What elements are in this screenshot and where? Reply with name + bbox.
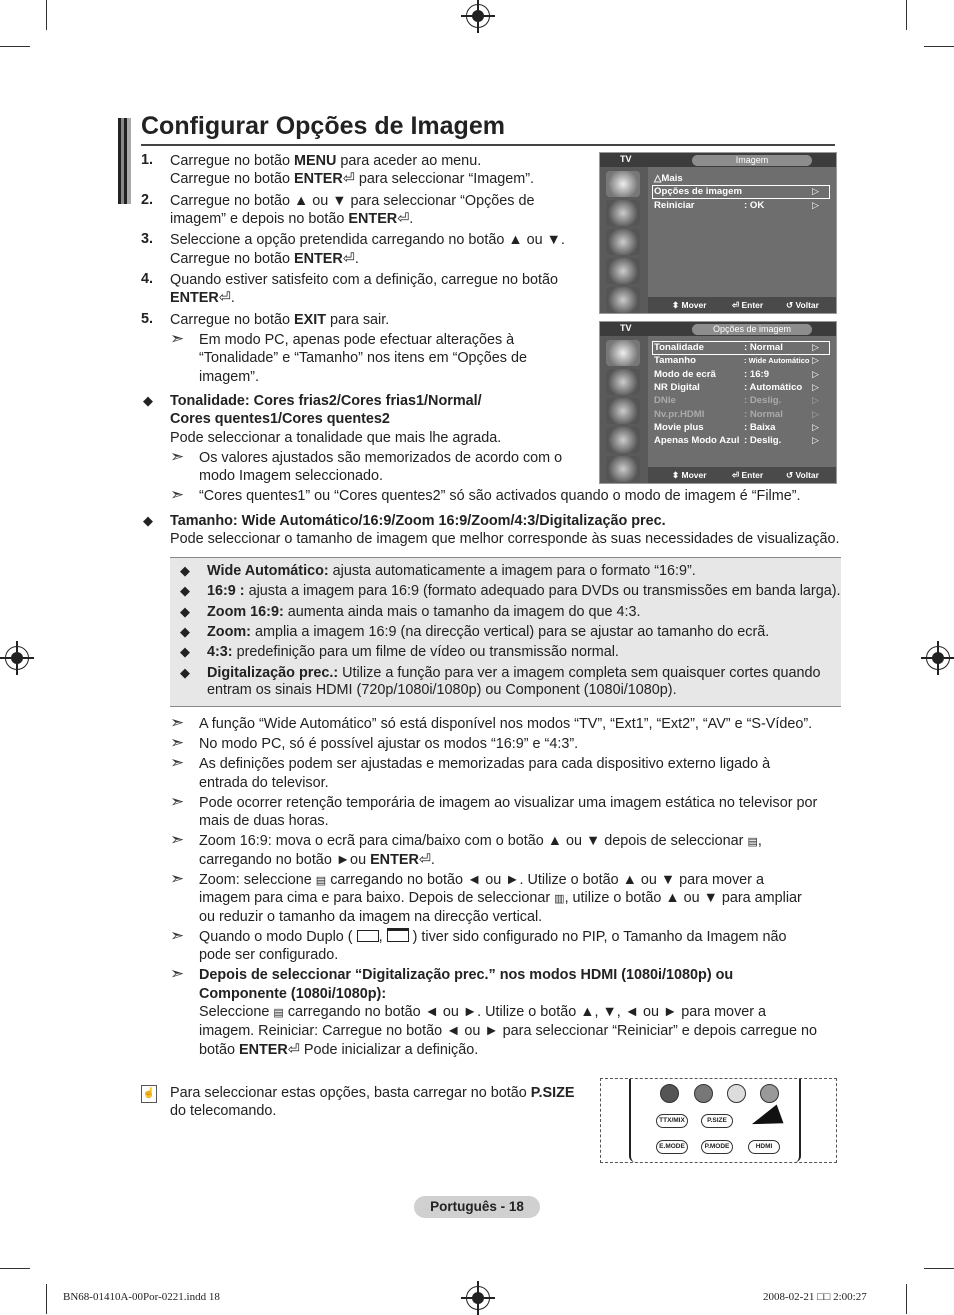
bullet-diamond-icon: ◆ [180, 624, 190, 639]
input-icon[interactable] [606, 287, 640, 313]
bullet-diamond-icon: ◆ [143, 513, 153, 528]
p-size-button[interactable]: P.SIZE [701, 1114, 733, 1128]
ttx-mix-button[interactable]: TTX/MIX [656, 1114, 688, 1128]
remote-control-illustration [600, 1078, 837, 1163]
crop-mark [924, 1268, 954, 1269]
note-arrow-icon: ➣ [170, 830, 185, 849]
hand-note-icon: ☝ [141, 1085, 157, 1103]
print-file-info: BN68-01410A-00Por-0221.indd 18 [63, 1291, 220, 1303]
note-line: As definições podem ser ajustadas e memorizadas para cada dispositivo externo ligado à [199, 756, 771, 772]
title-rule [141, 144, 835, 146]
blue-button[interactable] [760, 1084, 779, 1103]
page-title: Configurar Opções de Imagem [141, 112, 505, 140]
sound-icon[interactable] [606, 369, 640, 395]
tamanho-desc: Pode seleccionar o tamanho de imagem que melhor corresponde às suas necessidades de visualização. [170, 531, 840, 547]
note-arrow-icon: ➣ [170, 753, 185, 772]
osd-footer-enter: ⏎ Enter [732, 470, 764, 480]
input-icon[interactable] [606, 456, 640, 482]
osd-row-value: : Deslig. [744, 435, 782, 446]
screen-size-icon: ▥ [554, 893, 565, 905]
red-button[interactable] [660, 1084, 679, 1103]
osd-row-value: : Normal [744, 342, 783, 353]
enter-icon: ⏎ [397, 211, 410, 227]
registration-mark-icon [466, 1286, 490, 1310]
note-arrow-icon: ➣ [170, 964, 185, 983]
osd-arrow-icon: ▷ [812, 395, 819, 405]
note-line: pode ser configurado. [199, 947, 339, 963]
note-arrow-icon: ➣ [170, 329, 185, 348]
note-line: entrada do televisor. [199, 775, 329, 791]
note-line: imagem para cima e para baixo. Depois de seleccionar ▥, utilize o botão ▲ ou ▼ para ampliar [199, 890, 802, 906]
osd-row-value: : Automático [744, 382, 803, 393]
yellow-button[interactable] [727, 1084, 746, 1103]
registration-mark-icon [5, 646, 29, 670]
note-line: botão ENTER⏎ Pode inicializar a definição. [199, 1042, 479, 1058]
crop-mark [0, 46, 30, 47]
box-item: Digitalização prec.: Utilize a função para ver a imagem completa sem quaisquer cortes quando [207, 665, 821, 681]
step-4-line-2: ENTER⏎. [170, 290, 235, 306]
note-heading: Depois de seleccionar “Digitalização prec.” nos modos HDMI (1080i/1080p) ou [199, 967, 734, 983]
osd-row-value: : OK [744, 200, 765, 211]
box-item: Zoom 16:9: aumenta ainda mais o tamanho da imagem do que 4:3. [207, 604, 641, 620]
channel-icon[interactable] [606, 398, 640, 424]
step-2-line-2: imagem” e depois no botão ENTER⏎. [170, 211, 414, 227]
setup-icon[interactable] [606, 258, 640, 284]
osd-footer [648, 297, 836, 313]
pc-note-line: “Tonalidade” e “Tamanho” nos itens em “Opções de [199, 350, 527, 366]
enter-icon: ⏎ [418, 852, 431, 868]
tonalidade-note: modo Imagem seleccionado. [199, 468, 383, 484]
note-line: ou reduzir o tamanho da imagem na direcção vertical. [199, 909, 543, 925]
note-arrow-icon: ➣ [170, 926, 185, 945]
osd-arrow-icon: ▷ [812, 422, 819, 432]
screen-position-icon: ▤ [315, 875, 327, 887]
box-item: 4:3: predefinição para um filme de vídeo ou transmissão normal. [207, 644, 619, 660]
screen-position-icon: ▤ [747, 836, 758, 848]
note-line: Seleccione ▤ carregando no botão ◄ ou ►. Utilize o botão ▲, ▼, ◄ ou ► para mover a [199, 1004, 767, 1020]
note-arrow-icon: ➣ [170, 792, 185, 811]
osd-footer-move: ⬍ Mover [672, 470, 707, 480]
crop-mark [46, 0, 47, 30]
box-item-cont: entram os sinais HDMI (720p/1080i/1080p) ou Component (1080i/1080p). [207, 682, 677, 698]
crop-mark [906, 1284, 907, 1314]
osd-sidebar [600, 167, 648, 313]
step-3-line-2: Carregue no botão ENTER⏎. [170, 251, 359, 267]
picture-icon[interactable] [606, 171, 640, 197]
step-5-line-1: Carregue no botão EXIT para sair. [170, 312, 390, 328]
osd-arrow-icon: ▷ [812, 200, 819, 210]
page-number-badge: Português - 18 [414, 1196, 540, 1218]
bullet-diamond-icon: ◆ [180, 604, 190, 619]
bullet-diamond-icon: ◆ [180, 644, 190, 659]
registration-mark-icon [466, 4, 490, 28]
box-item: Wide Automático: ajusta automaticamente a imagem para o formato “16:9”. [207, 563, 696, 579]
note-line: Pode ocorrer retenção temporária de imagem ao visualizar uma imagem estática no televisor por [199, 795, 818, 811]
note-line: Quando o modo Duplo ( , ) tiver sido configurado no PIP, o Tamanho da Imagem não [199, 929, 787, 945]
step-number: 1. [141, 152, 154, 168]
tonalidade-note: “Cores quentes1” ou “Cores quentes2” só são activados quando o modo de imagem é “Filme”. [199, 488, 801, 504]
osd-row-blue-only[interactable]: Apenas Modo Azul [654, 435, 740, 446]
psize-note: Para seleccionar estas opções, basta carregar no botão P.SIZE [170, 1085, 575, 1101]
crop-mark [906, 0, 907, 30]
hdmi-button[interactable]: HDMI [748, 1140, 780, 1154]
osd-footer-return: ↺ Voltar [786, 300, 819, 310]
dual-pip-icon [357, 930, 379, 942]
osd-menu-opcoes-imagem [599, 321, 837, 484]
osd-arrow-icon: ▷ [812, 369, 819, 379]
osd-row-picture-options[interactable]: Opções de imagem [654, 186, 742, 197]
note-line: Zoom 16:9: mova o ecrã para cima/baixo com o botão ▲ ou ▼ depois de seleccionar ▤, [199, 833, 762, 849]
enter-icon: ⏎ [342, 171, 355, 187]
step-number: 4. [141, 271, 154, 287]
osd-row-value: : Baixa [744, 422, 776, 433]
osd-row-tonalidade[interactable]: Tonalidade [654, 342, 704, 353]
osd-arrow-icon: ▷ [812, 342, 819, 352]
registration-mark-icon [926, 646, 950, 670]
osd-title: Opções de imagem [692, 324, 812, 335]
step-2-line-1: Carregue no botão ▲ ou ▼ para seleccionar “Opções de [170, 193, 535, 209]
osd-row-more[interactable]: △Mais [654, 173, 683, 184]
picture-icon[interactable] [606, 340, 640, 366]
osd-row-nr-digital[interactable]: NR Digital [654, 382, 700, 393]
tonalidade-heading: Tonalidade: Cores frias2/Cores frias1/Normal/ [170, 393, 482, 409]
psize-note: do telecomando. [170, 1103, 277, 1119]
osd-footer-return: ↺ Voltar [786, 470, 819, 480]
step-4-line-1: Quando estiver satisfeito com a definição, carregue no botão [170, 272, 558, 288]
dual-pip-icon [387, 928, 409, 942]
box-item: Zoom: amplia a imagem 16:9 (na direcção vertical) para se ajustar ao tamanho do ecrã. [207, 624, 770, 640]
bullet-diamond-icon: ◆ [180, 583, 190, 598]
note-line: mais de duas horas. [199, 813, 329, 829]
enter-icon: ⏎ [342, 251, 355, 267]
osd-row-dnie: DNIe [654, 395, 676, 406]
step-1-line-2: Carregue no botão ENTER⏎ para seleccionar “Imagem”. [170, 171, 535, 187]
note-line: A função “Wide Automático” só está disponível nos modos “TV”, “Ext1”, “Ext2”, “AV” e “S-Vídeo”. [199, 716, 813, 732]
note-heading: Componente (1080i/1080p): [199, 986, 387, 1002]
note-line: Zoom: seleccione ▤ carregando no botão ◄ ou ►. Utilize o botão ▲ ou ▼ para mover a [199, 872, 764, 888]
osd-source-label: TV [620, 154, 632, 164]
osd-row-value: : Deslig. [744, 395, 782, 406]
channel-icon[interactable] [606, 229, 640, 255]
osd-row-value: : Normal [744, 409, 783, 420]
bullet-diamond-icon: ◆ [143, 393, 153, 408]
osd-footer [648, 467, 836, 483]
osd-footer-move: ⬍ Mover [672, 300, 707, 310]
note-arrow-icon: ➣ [170, 713, 185, 732]
osd-row-reset[interactable]: Reiniciar [654, 200, 695, 211]
note-line: imagem. Reiniciar: Carregue no botão ◄ ou ► para seleccionar “Reiniciar” e depois carregue no [199, 1023, 818, 1039]
note-arrow-icon: ➣ [170, 485, 185, 504]
screen-position-icon: ▤ [273, 1007, 284, 1019]
tamanho-heading: Tamanho: Wide Automático/16:9/Zoom 16:9/Zoom/4:3/Digitalização prec. [170, 513, 666, 529]
step-1-line-1: Carregue no botão MENU para aceder ao menu. [170, 153, 482, 169]
osd-row-modo-ecra[interactable]: Modo de ecrã [654, 369, 716, 380]
osd-footer-enter: ⏎ Enter [732, 300, 764, 310]
step-3-line-1: Seleccione a opção pretendida carregando no botão ▲ ou ▼. [170, 232, 565, 248]
sound-icon[interactable] [606, 200, 640, 226]
osd-arrow-icon: ▷ [812, 382, 819, 392]
osd-arrow-icon: ▷ [812, 435, 819, 445]
osd-row-value: : 16:9 [744, 369, 770, 380]
step-number: 3. [141, 231, 154, 247]
osd-arrow-icon: ▷ [812, 355, 819, 365]
osd-row-value: : Wide Automático [744, 356, 810, 365]
step-number: 2. [141, 192, 154, 208]
osd-source-label: TV [620, 323, 632, 333]
osd-arrow-icon: ▷ [812, 409, 819, 419]
note-arrow-icon: ➣ [170, 447, 185, 466]
note-arrow-icon: ➣ [170, 733, 185, 752]
box-item: 16:9 : ajusta a imagem para 16:9 (formato adequado para DVDs ou transmissões em banda larga). [207, 583, 841, 599]
tonalidade-desc: Pode seleccionar a tonalidade que mais lhe agrada. [170, 430, 502, 446]
step-number: 5. [141, 311, 154, 327]
osd-title: Imagem [692, 155, 812, 166]
e-mode-button[interactable]: E.MODE [656, 1140, 688, 1154]
crop-mark [0, 1268, 30, 1269]
note-line: No modo PC, só é possível ajustar os modos “16:9” e “4:3”. [199, 736, 579, 752]
osd-row-tamanho[interactable]: Tamanho [654, 355, 696, 366]
bullet-diamond-icon: ◆ [180, 665, 190, 680]
enter-icon: ⏎ [218, 290, 231, 306]
bullet-diamond-icon: ◆ [180, 563, 190, 578]
osd-row-hdmi-black: Nv.pr.HDMI [654, 409, 705, 420]
osd-arrow-icon: ▷ [812, 186, 819, 196]
tonalidade-heading: Cores quentes1/Cores quentes2 [170, 411, 390, 427]
pc-note-line: imagem”. [199, 369, 259, 385]
crop-mark [924, 46, 954, 47]
crop-mark [46, 1284, 47, 1314]
title-accent-bar [118, 118, 131, 204]
note-line: carregando no botão ►ou ENTER⏎. [199, 852, 435, 868]
osd-row-movie-plus[interactable]: Movie plus [654, 422, 704, 433]
p-mode-button[interactable]: P.MODE [701, 1140, 733, 1154]
print-date-info: 2008-02-21 □□ 2:00:27 [763, 1291, 867, 1303]
green-button[interactable] [694, 1084, 713, 1103]
osd-menu-imagem [599, 152, 837, 314]
tonalidade-note: Os valores ajustados são memorizados de acordo com o [199, 450, 563, 466]
enter-icon: ⏎ [287, 1042, 300, 1058]
setup-icon[interactable] [606, 427, 640, 453]
pc-note-line: Em modo PC, apenas pode efectuar alterações à [199, 332, 515, 348]
osd-sidebar [600, 336, 648, 483]
note-arrow-icon: ➣ [170, 869, 185, 888]
